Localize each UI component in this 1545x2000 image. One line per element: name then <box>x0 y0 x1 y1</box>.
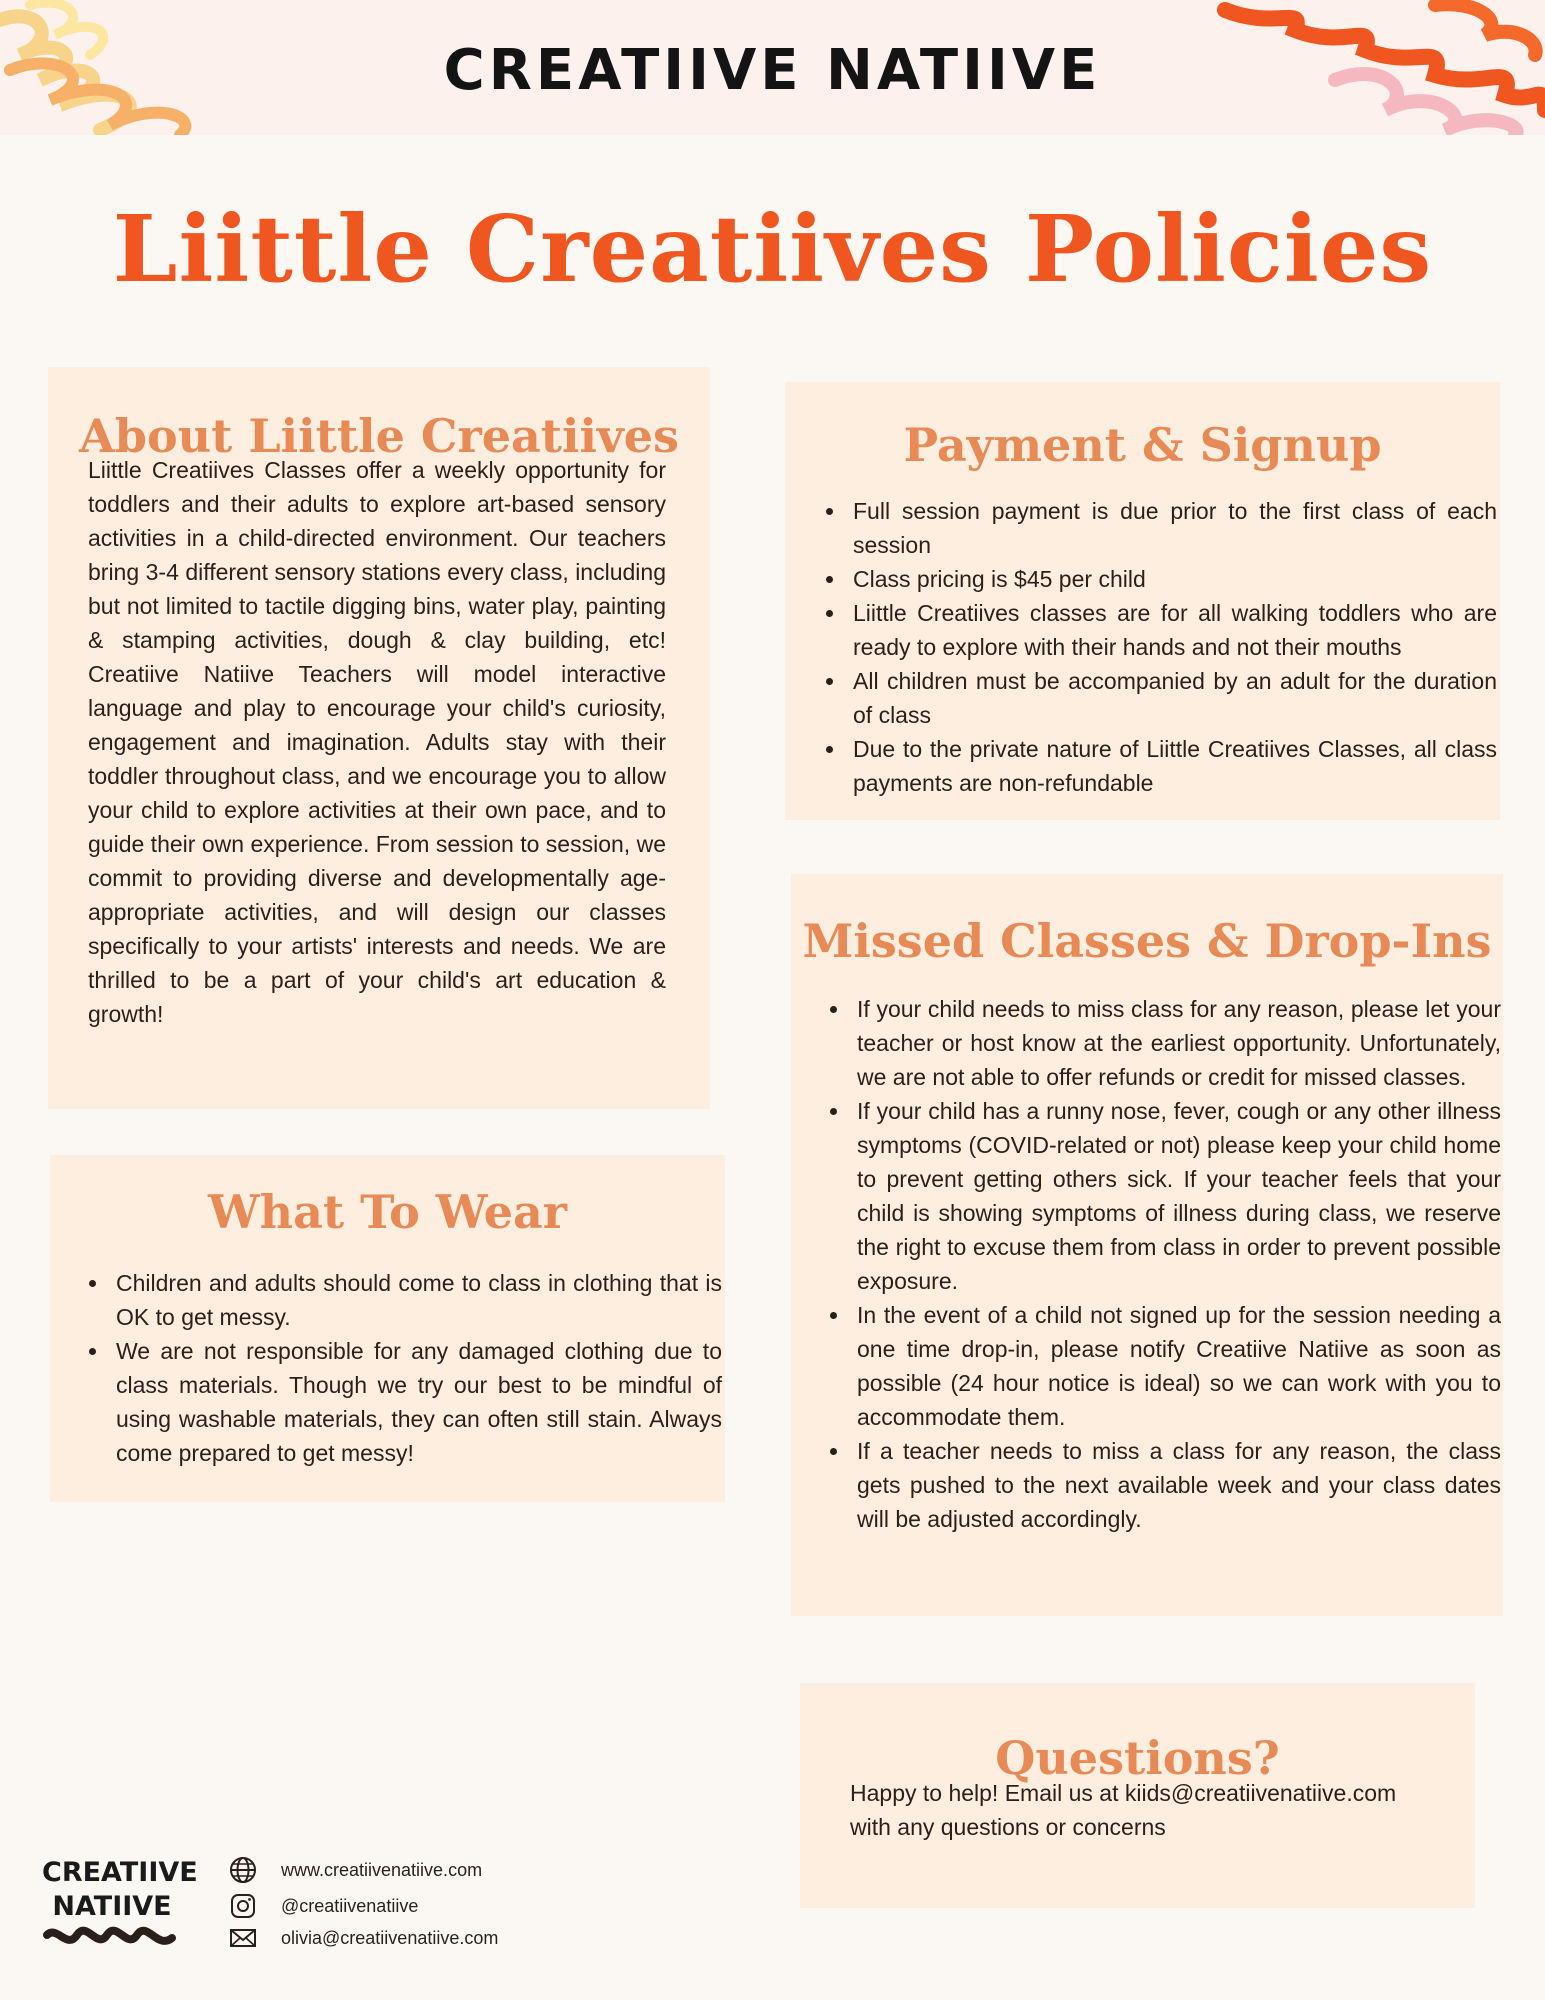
list-item: • If your child needs to miss class for any reason, please let your teacher or host know at the earliest opportunity. Unfortunately, we are not able to offer refunds or credit for missed classes. <box>851 992 1501 1094</box>
payment-panel <box>785 382 1500 820</box>
globe-icon <box>228 1855 258 1885</box>
email-link[interactable]: olivia@creatiivenatiive.com <box>281 1927 499 1948</box>
list-item: • Liittle Creatiives classes are for all walking toddlers who are ready to explore with their hands and not their mouths <box>847 596 1497 664</box>
website-link[interactable]: www.creatiivenatiive.com <box>281 1859 483 1880</box>
list-item: • If your child has a runny nose, fever, cough or any other illness symptoms (COVID-related or not) please keep your child home to prevent getting others sick. If your teacher feels that your child is showing symptoms of illness during class, we reserve the right to excuse them from class in order to prevent possible exposure. <box>851 1094 1501 1298</box>
about-heading: About Liittle Creatiives <box>79 409 679 463</box>
contact-instagram[interactable] <box>228 1891 418 1921</box>
list-item: • Full session payment is due prior to the first class of each session <box>847 494 1497 562</box>
squiggle-icon <box>42 1920 182 1960</box>
list-item: • All children must be accompanied by an adult for the duration of class <box>847 664 1497 732</box>
instagram-icon <box>228 1891 258 1921</box>
questions-body: Happy to help! Email us at kiids@creatiivenatiive.com with any questions or concerns <box>850 1780 1397 1840</box>
footer-logo-line1: CREATIIVE <box>42 1857 198 1888</box>
wear-list <box>80 1266 722 1470</box>
footer-logo <box>42 1856 198 1924</box>
list-item: • We are not responsible for any damaged clothing due to class materials. Though we try our best to be mindful of using washable materials, they can often still stain. Always come prepared to get messy! <box>110 1334 722 1470</box>
missed-panel <box>791 874 1503 1616</box>
instagram-handle[interactable]: @creatiivenatiive <box>281 1895 419 1916</box>
list-item: • Children and adults should come to class in clothing that is OK to get messy. <box>110 1266 722 1334</box>
about-body: Liittle Creatiives Classes offer a weekly opportunity for toddlers and their adults to explore art-based sensory activities in a child-directed environment. Our teachers bring 3-4 different sensory stations every class, including but not limited to tactile digging bins, water play, painting & stamping activities, dough & clay building, etc! Creatiive Natiive Teachers will model interactive language and play to encourage your child's curiosity, engagement and imagination. Adults stay with their toddler throughout class, and we encourage you to allow your child to explore activities at their own pace, and to guide their own experience. From session to session, we commit to providing diverse and developmentally age-appropriate activities, and will design our classes specifically to your artists' interests and needs. We are thrilled to be a part of your child's art education & growth! <box>88 457 666 1027</box>
wear-heading: What To Wear <box>207 1185 568 1239</box>
list-item: • If a teacher needs to miss a class for any reason, the class gets pushed to the next available week and your class dates will be adjusted accordingly. <box>851 1434 1501 1536</box>
questions-panel <box>800 1683 1475 1908</box>
list-item: • Due to the private nature of Liittle Creatiives Classes, all class payments are non-refundable <box>847 732 1497 800</box>
payment-heading: Payment & Signup <box>903 418 1382 472</box>
questions-heading: Questions? <box>995 1731 1280 1785</box>
footer-logo-line2: NATIIVE <box>52 1891 172 1922</box>
missed-list <box>821 992 1501 1536</box>
page-title: Liittle Creatiives Policies <box>112 195 1433 303</box>
brand-title: CREATIIVE NATIIVE <box>443 38 1102 103</box>
contact-website[interactable] <box>228 1855 482 1885</box>
list-item: • Class pricing is $45 per child <box>847 562 1497 596</box>
missed-heading: Missed Classes & Drop-Ins <box>802 914 1492 968</box>
about-panel <box>48 367 710 1109</box>
wear-panel <box>50 1155 725 1502</box>
contact-email[interactable] <box>228 1923 498 1953</box>
list-item: • In the event of a child not signed up for the session needing a one time drop-in, please notify Creatiive Natiive as soon as possible (24 hour notice is ideal) so we can work with you to accommodate them. <box>851 1298 1501 1434</box>
payment-list <box>817 494 1497 800</box>
mail-icon <box>228 1923 258 1953</box>
